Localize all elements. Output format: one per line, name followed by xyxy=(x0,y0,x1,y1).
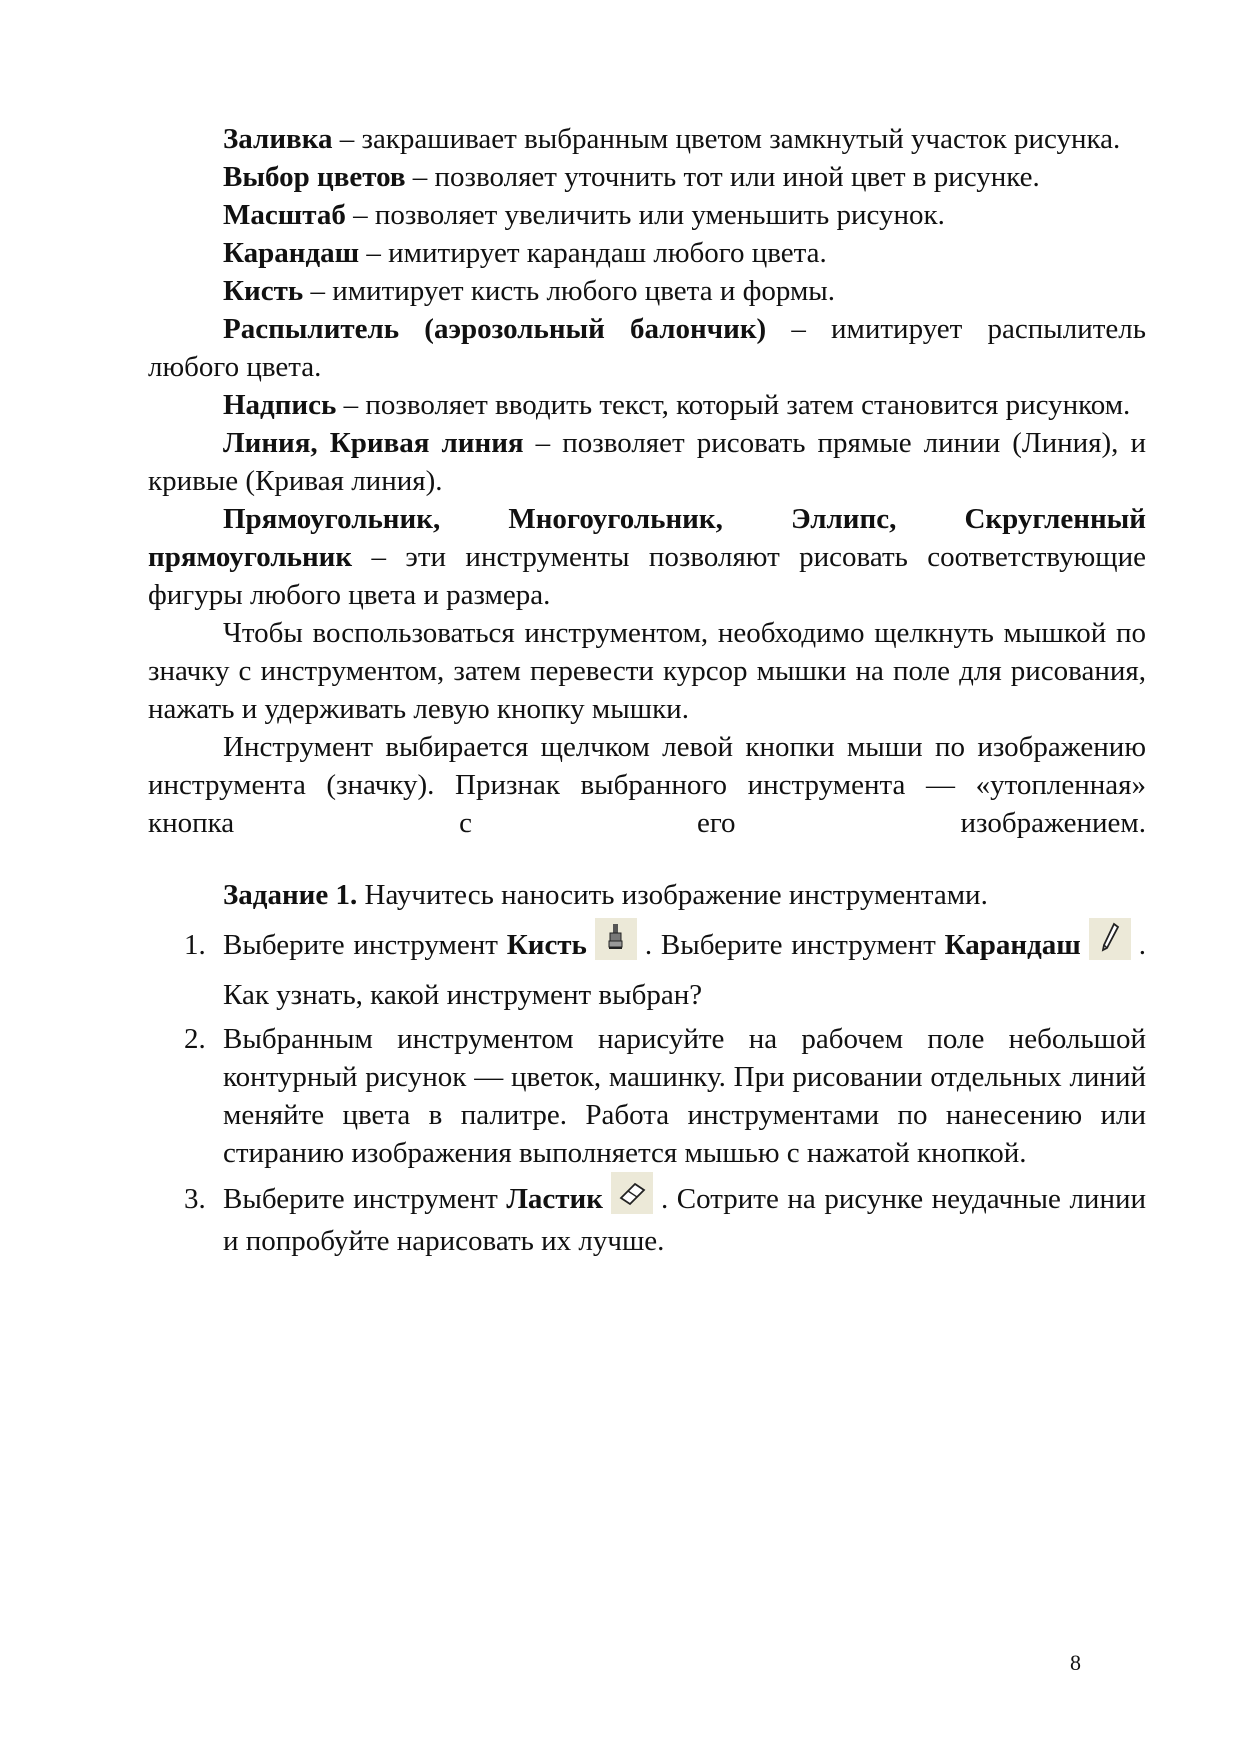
brush-icon xyxy=(595,918,637,960)
usage-paragraph: Чтобы воспользоваться инструментом, необходимо щелкнуть мышкой по значку с инструментом, затем перевести курсор мышки на поле для рисования, нажать и удерживать левую кнопку мышки. xyxy=(148,617,1146,725)
definition-text: – имитирует кисть любого цвета и формы. xyxy=(303,275,836,307)
term: Надпись xyxy=(223,389,337,421)
selection-paragraph: Инструмент выбирается щелчком левой кнопки мыши по изображению инструмента (значку). Признак выбранного инструмента — «утопленная» кнопка с его изображением. xyxy=(148,731,1146,839)
definition-text: – позволяет рисовать прямые линии (Линия), и кривые (Кривая линия). xyxy=(148,427,1146,497)
item-text: Выберите инструмент xyxy=(223,1183,507,1215)
task-description: Научитесь наносить изображение инструментами. xyxy=(357,879,988,911)
pencil-icon xyxy=(1089,918,1131,960)
term: Карандаш xyxy=(223,237,360,269)
task-list xyxy=(148,920,1146,1260)
page-number: 8 xyxy=(1070,1650,1081,1675)
term: Масштаб xyxy=(223,199,346,231)
item-number: 1. xyxy=(184,929,206,961)
tool-name: Карандаш xyxy=(944,929,1081,961)
definition-text: – эти инструменты позволяют рисовать соответствующие фигуры любого цвета и размера. xyxy=(148,541,1146,611)
task-title xyxy=(148,876,1146,914)
item-text: . Выберите инструмент xyxy=(644,929,945,961)
task-label: Задание 1. xyxy=(223,879,358,911)
definition-shapes xyxy=(148,500,1146,614)
term: Прямоугольник, Многоугольник, Эллипс, Скругленный прямоугольник xyxy=(148,503,1146,573)
definition-text-tool xyxy=(148,386,1146,424)
definition-text: – имитирует карандаш любого цвета. xyxy=(359,237,827,269)
item-text: Выберите инструмент xyxy=(223,929,507,961)
definition-text: – позволяет уточнить тот или иной цвет в рисунке. xyxy=(405,161,1040,193)
term: Линия, Кривая линия xyxy=(223,427,524,459)
definition-text: – имитирует распылитель любого цвета. xyxy=(148,313,1146,383)
item-number: 3. xyxy=(184,1183,206,1215)
definition-text: – позволяет вводить текст, который затем становится рисунком. xyxy=(336,389,1131,421)
definition-brush xyxy=(148,272,1146,310)
definition-airbrush xyxy=(148,310,1146,386)
task-item xyxy=(148,920,1146,1020)
item-text: Выбранным инструментом нарисуйте на рабочем поле небольшой контурный рисунок — цветок, машинку. При рисовании отдельных линий меняйте цвета в палитре. Работа инструментами по нанесению или стиранию изображения выполняется мышью с нажатой кнопкой. xyxy=(223,1023,1146,1169)
definition-zoom xyxy=(148,196,1146,234)
term: Распылитель (аэрозольный балончик) xyxy=(223,313,767,345)
definition-pencil xyxy=(148,234,1146,272)
definition-text: – закрашивает выбранным цветом замкнутый участок рисунка. xyxy=(332,123,1121,155)
term: Кисть xyxy=(223,275,304,307)
eraser-icon xyxy=(611,1172,653,1214)
definition-text: – позволяет увеличить или уменьшить рисунок. xyxy=(345,199,945,231)
tool-name: Ластик xyxy=(506,1183,603,1215)
definition-fill xyxy=(148,120,1146,158)
page-body xyxy=(148,120,1146,1260)
tool-name: Кисть xyxy=(506,929,587,961)
item-text: . Сотрите на рисунке неудачные линии и попробуйте нарисовать их лучше. xyxy=(223,1183,1146,1258)
definition-color-picker xyxy=(148,158,1146,196)
term: Выбор цветов xyxy=(223,161,406,193)
task-item xyxy=(148,1180,1146,1260)
term: Заливка xyxy=(223,123,333,155)
task-item xyxy=(148,1020,1146,1172)
definition-lines xyxy=(148,424,1146,500)
item-text: . Как узнать, какой инструмент выбран? xyxy=(223,929,1146,1011)
item-number: 2. xyxy=(184,1023,206,1055)
